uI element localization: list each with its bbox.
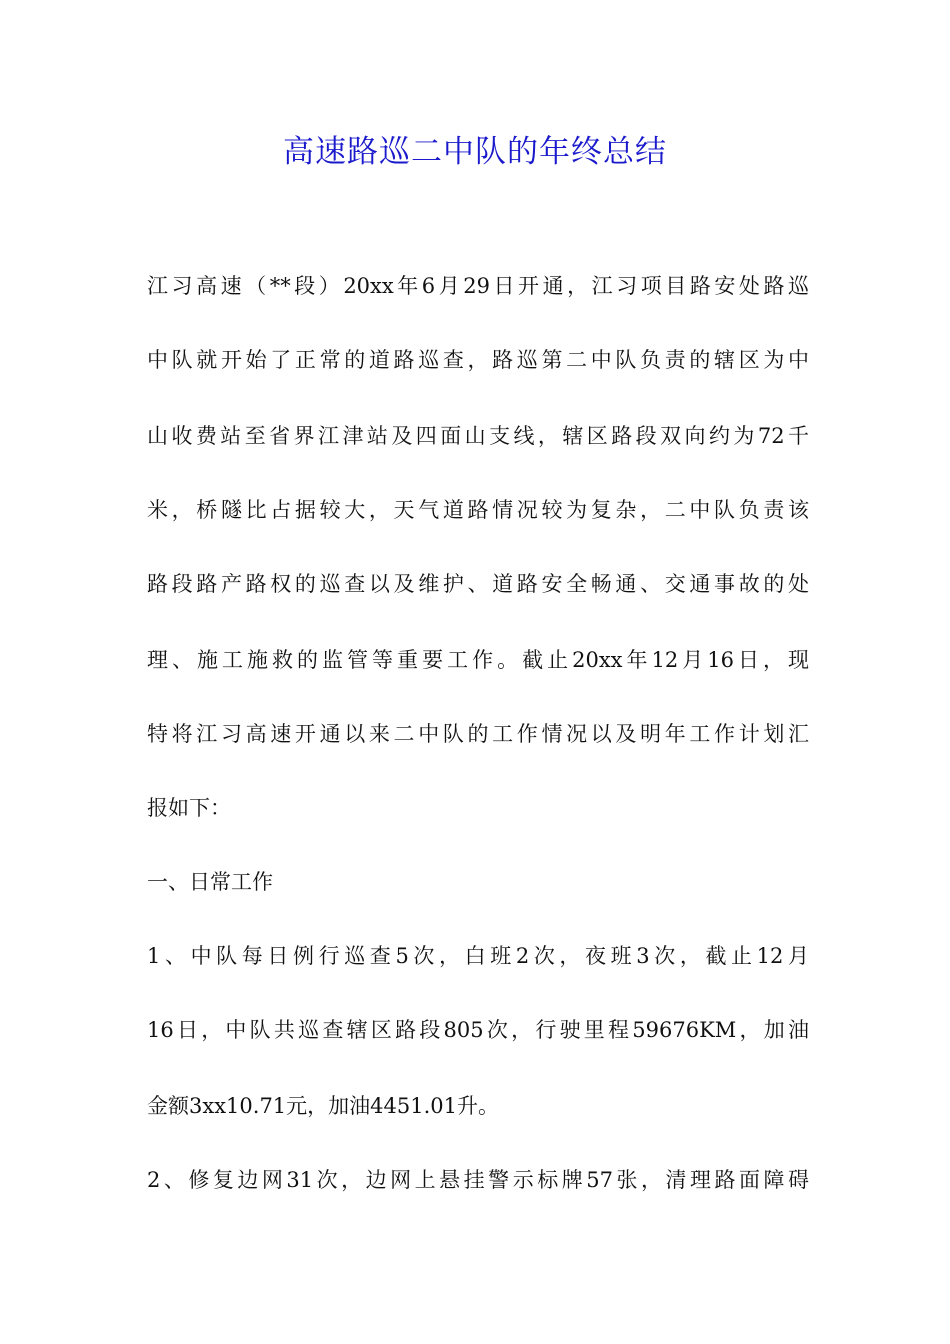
body-line: 米，桥隧比占据较大，天气道路情况较为复杂，二中队负责该 [147,498,809,522]
body-line: 理、施工施救的监管等重要工作。截止20xx年12月16日，现 [147,648,809,672]
body-line: 1、中队每日例行巡查5次，白班2次，夜班3次，截止12月 [147,944,809,968]
body-line: 路段路产路权的巡查以及维护、道路安全畅通、交通事故的处 [147,572,809,596]
body-line: 金额3xx10.71元，加油4451.01升。 [147,1094,500,1118]
body-line: 特将江习高速开通以来二中队的工作情况以及明年工作计划汇 [147,722,809,746]
body-line: 江习高速（**段）20xx年6月29日开通，江习项目路安处路巡 [147,274,809,298]
section-heading: 一、日常工作 [147,870,273,894]
body-line: 2、修复边网31次，边网上悬挂警示标牌57张，清理路面障碍 [147,1168,809,1192]
body-line: 16日，中队共巡查辖区路段805次，行驶里程59676KM，加油 [147,1018,809,1042]
body-line: 中队就开始了正常的道路巡查，路巡第二中队负责的辖区为中 [147,348,809,372]
document-title: 高速路巡二中队的年终总结 [283,134,667,170]
body-line: 山收费站至省界江津站及四面山支线，辖区路段双向约为72千 [147,424,809,448]
body-line: 报如下： [147,796,231,820]
